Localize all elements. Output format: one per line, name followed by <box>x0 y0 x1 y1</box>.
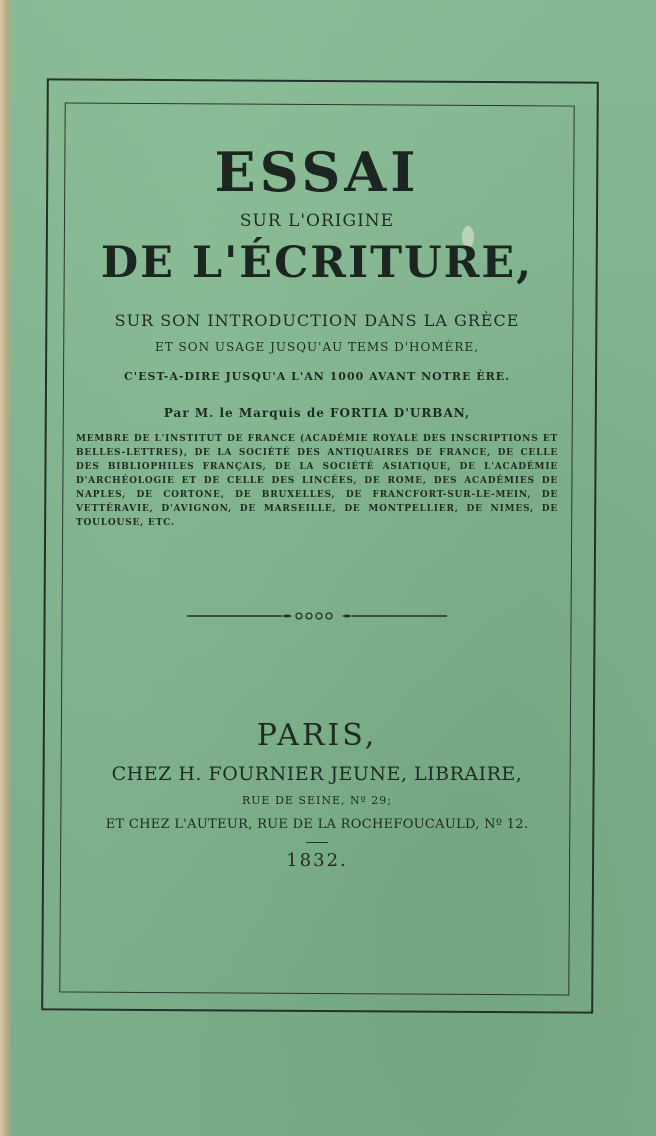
author-memberships: MEMBRE DE L'INSTITUT DE FRANCE (ACADÉMIE ROYALE DES INSCRIPTIONS ET BELLES-LETTRES), DE LA SOCIÉTÉ DES ANTIQUAIRES DE FRANCE, DE CELLE DES BIBLIOPHILES FRANÇAIS, DE LA SOCIÉTÉ ASIATIQUE, DE L'ACADÉMIE D'ARCHÉOLOGIE ET DE CELLE DES LINCÉES, DE ROME, DES ACADÉMIES DE NAPLES, DE CORTONE, DE BRUXELLES, DE FRANCFORT-SUR-LE-MEIN, DE VETTÉRAVIE, D'AVIGNON, DE MARSEILLE, DE MONTPELLIER, DE NIMES, DE TOULOUSE, ETC. <box>76 434 558 528</box>
subtitle-line-1: SUR SON INTRODUCTION DANS LA GRÈCE <box>114 311 520 330</box>
title-main: ESSAI <box>214 140 420 204</box>
imprint-author-address: ET CHEZ L'AUTEUR, RUE DE LA ROCHEFOUCAULD, Nº 12. <box>105 817 529 832</box>
imprint-city: PARIS, <box>256 718 378 753</box>
subtitle-line-3: C'EST-A-DIRE JUSQU'A L'AN 1000 AVANT NOTRE ÈRE. <box>123 370 511 383</box>
short-rule-divider <box>306 842 328 843</box>
imprint-publisher: CHEZ H. FOURNIER JEUNE, LIBRAIRE, <box>111 763 523 785</box>
title-subject: DE L'ÉCRITURE, <box>100 238 534 288</box>
ornament-divider-icon <box>187 610 447 622</box>
title-page-content <box>62 104 572 873</box>
imprint-year: 1832. <box>286 850 348 871</box>
author-line: Par M. le Marquis de FORTIA D'URBAN, <box>163 406 471 420</box>
imprint-publisher-address: RUE DE SEINE, Nº 29; <box>242 794 392 807</box>
subtitle-line-2: ET SON USAGE JUSQU'AU TEMS D'HOMÈRE, <box>154 340 480 354</box>
title-connector: SUR L'ORIGINE <box>239 211 395 231</box>
book-spine-edge <box>0 0 12 1136</box>
